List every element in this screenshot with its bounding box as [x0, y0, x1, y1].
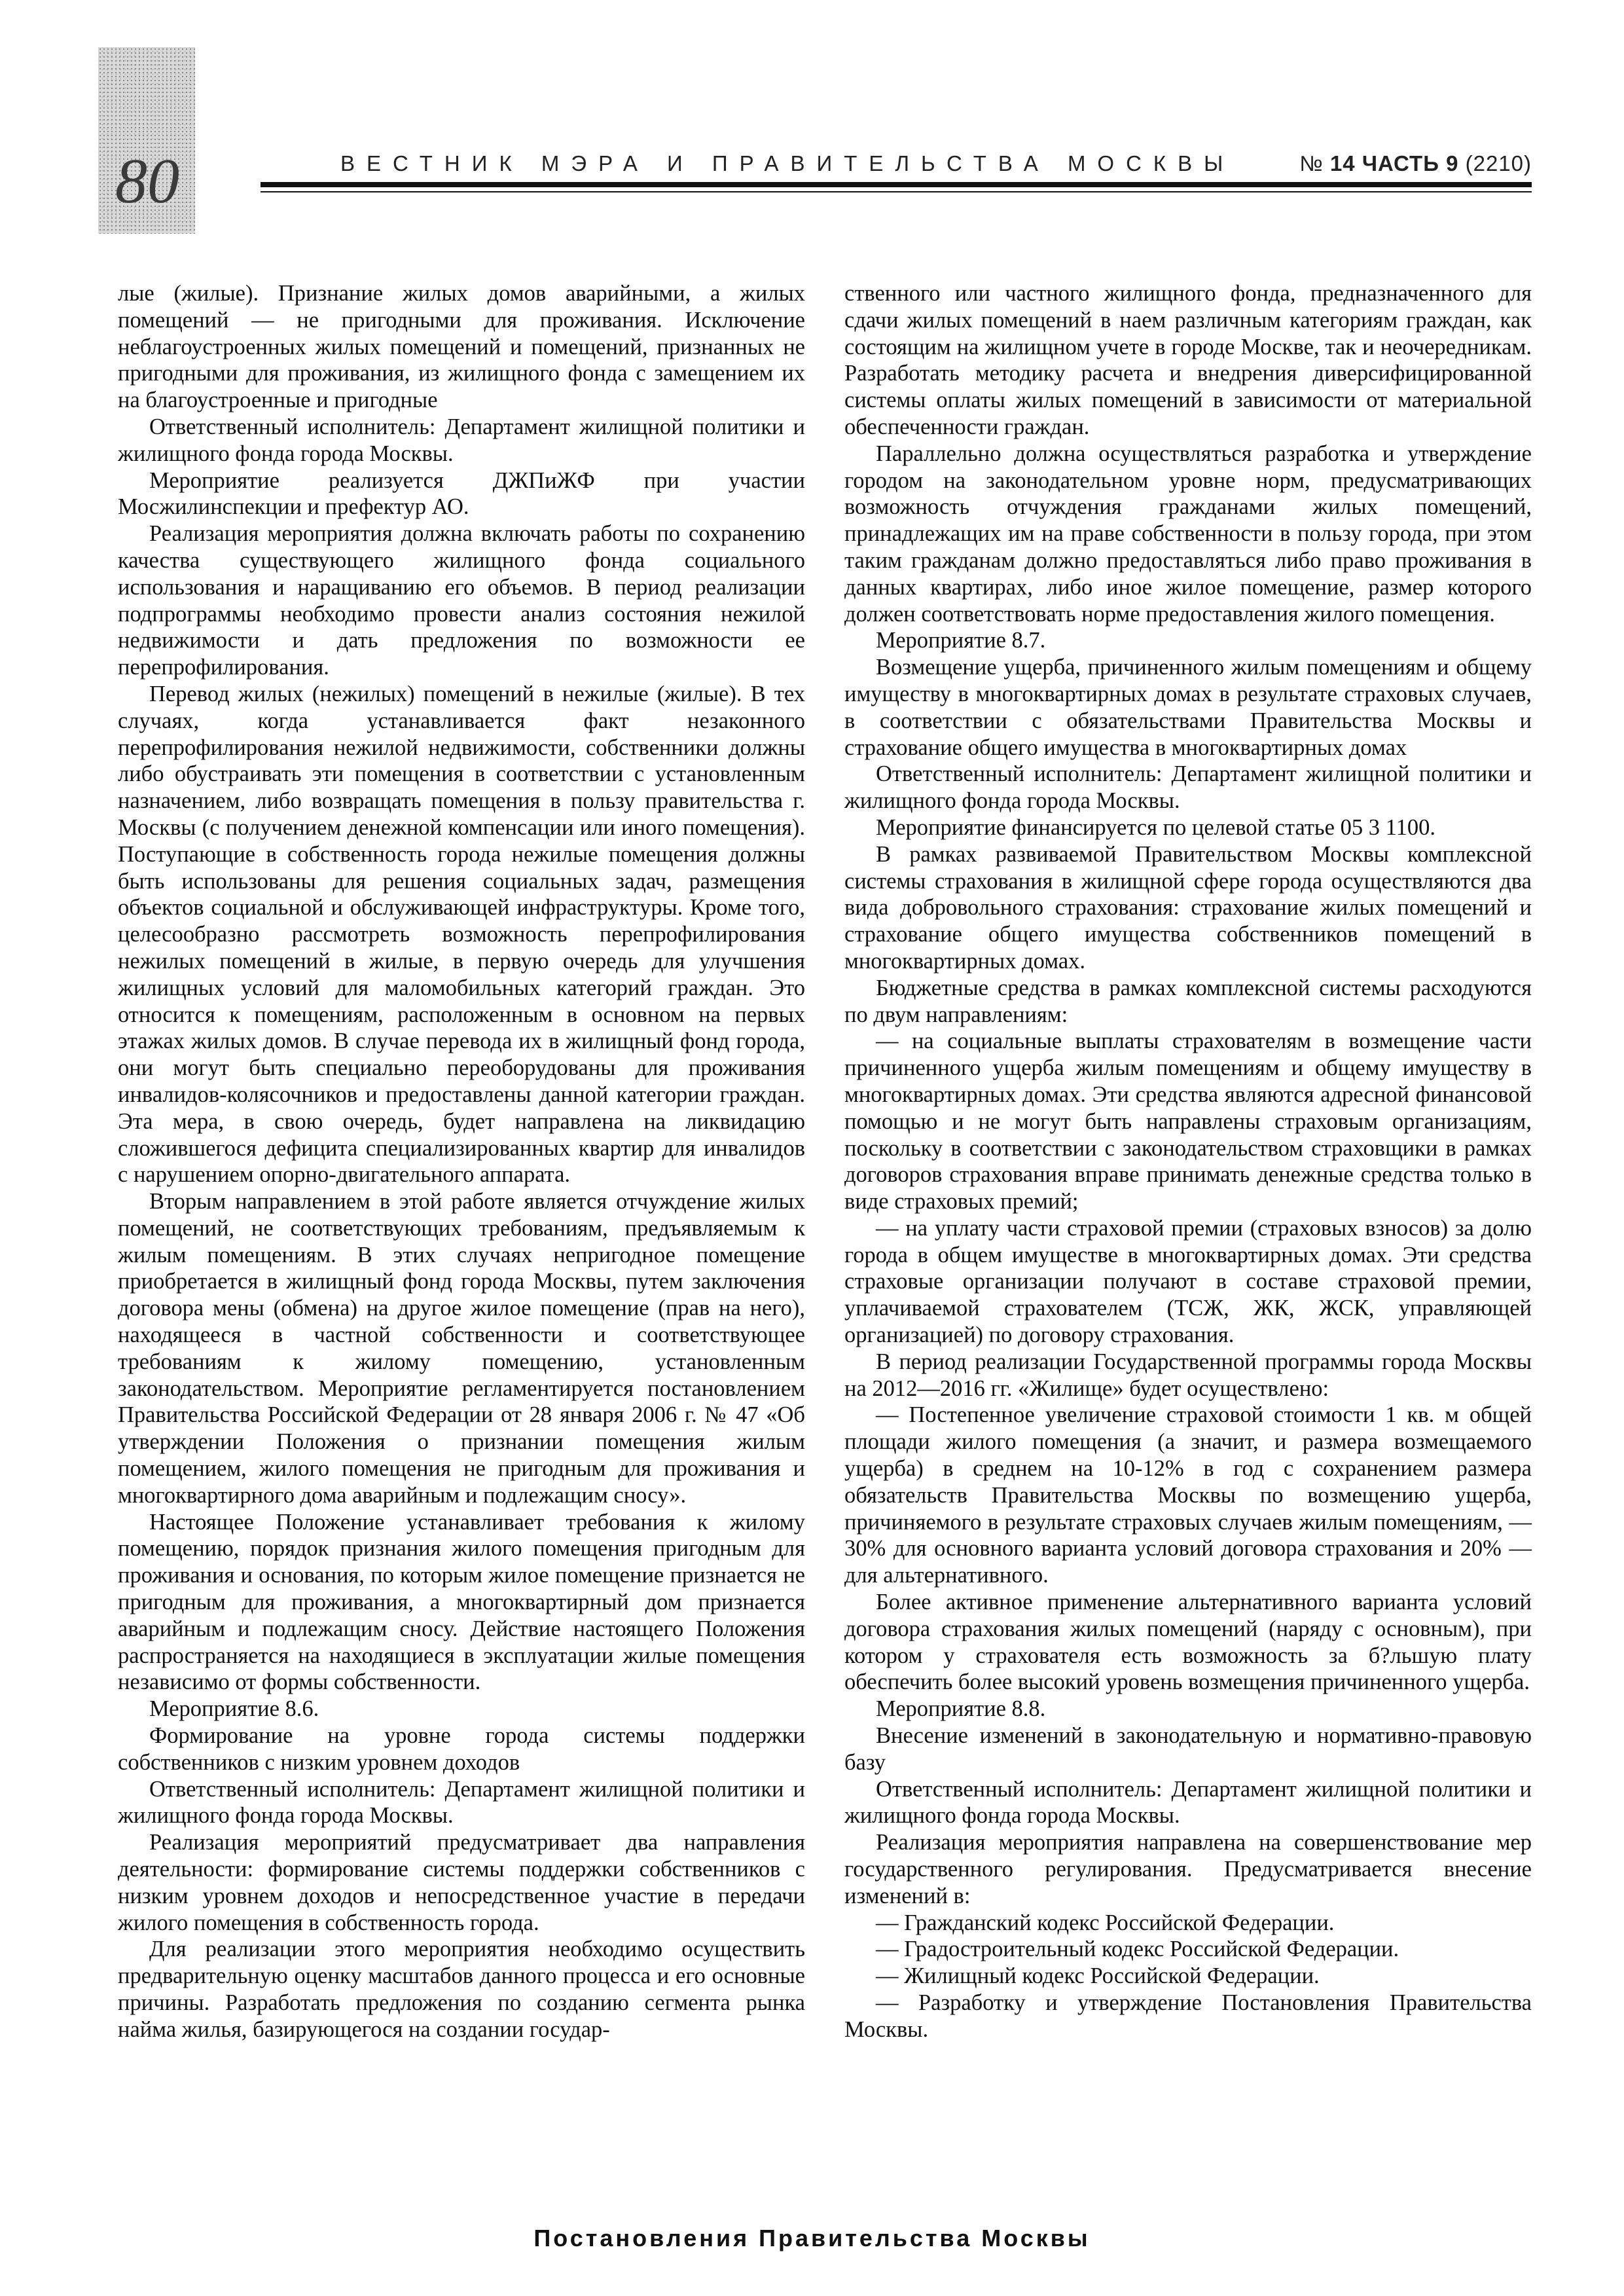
list-item: — Градостроительный кодекс Российской Федерации. — [876, 1937, 1399, 1962]
issue-total: (2210) — [1465, 151, 1532, 175]
list-item: — Гражданский кодекс Российской Федерации. — [876, 1910, 1335, 1935]
paragraph: лые (жилые). Признание жилых домов аварийными, а жилых помещений — не пригодными для проживания. Исключение неблагоустроенных жилых помещений и помещений, признанных не пригодными для проживания, из жилищного фонда с замещением их на благоустроенные и пригодные — [118, 281, 805, 413]
page-number: 80 — [115, 146, 179, 217]
paragraph: Вторым направлением в этой работе является отчуждение жилых помещений, не соответствующих требованиям, предъявляемым к жилым помещениям. В этих случаях непригодное помещение приобретается в жилищный фонд города Москвы, путем заключения договора мены (обмена) на другое жилое помещение (прав на него), находящееся в частной собственности и соответствующее требованиям к жилому помещению, установленным законодательством. Мероприятие регламентируется постановлением Правительства Российской Федерации от 28 января 2006 г. № 47 «Об утверждении Положения о признании помещения жилым помещением, жилого помещения не пригодным для проживания и многоквартирного дома аварийным и подлежащим сносу». — [118, 1189, 805, 1508]
measure-heading: Мероприятие 8.7. — [876, 628, 1046, 653]
paragraph: Реализация мероприятия направлена на совершенствование мер государственного регулирования. Предусматривается внесение изменений в: — [844, 1830, 1532, 1908]
list-item: — на социальные выплаты страхователям в возмещение части причиненного ущерба жилым помещениям и общему имуществу в многоквартирных домах. Эти средства являются адресной финансовой помощью и не могут быть направлены страховым организациям, поскольку в соответствии с законодательством страховщики в рамках договоров страхования вправе принимать денежные средства только в виде страховых премий; — [844, 1029, 1532, 1214]
paragraph: Ответственный исполнитель: Департамент жилищной политики и жилищного фонда города Москвы. — [844, 761, 1532, 814]
paragraph: В период реализации Государственной программы города Москвы на 2012—2016 гг. «Жилище» будет осуществлено: — [844, 1349, 1532, 1401]
paragraph: Ответственный исполнитель: Департамент жилищной политики и жилищного фонда города Москвы. — [118, 414, 805, 466]
paragraph: Бюджетные средства в рамках комплексной системы расходуются по двум направлениям: — [844, 975, 1532, 1027]
paragraph: Для реализации этого мероприятия необходимо осуществить предварительную оценку масштабов данного процесса и его основные причины. Разработать предложения по созданию сегмента рынка найма жилья, базирующегося на создании государ- — [118, 1937, 805, 2042]
issue-info — [1299, 145, 1532, 182]
list-item: — Постепенное увеличение страховой стоимости 1 кв. м общей площади жилого помещения (а значит, и размера возмещаемого ущерба) в среднем на 10-12% в год с сохранением размера обязательств Правительства Москвы по возмещению ущерба, причиняемого в результате страховых случаев жилым помещениям, — 30% для основного варианта условий договора страхования и 20% — для альтернативного. — [844, 1402, 1532, 1588]
issue-part: ЧАСТЬ 9 — [1362, 151, 1459, 175]
paragraph: Перевод жилых (нежилых) помещений в нежилые (жилые). В тех случаях, когда устанавливается факт незаконного перепрофилирования нежилой недвижимости, собственники должны либо обустраивать эти помещения в соответствии с установленным назначением, либо возвращать помещения в пользу правительства г. Москвы (с получением денежной компенсации или иного помещения). Поступающие в собственность города нежилые помещения должны быть использованы для решения социальных задач, размещения объектов социальной и обслуживающей инфраструктуры. Кроме того, целесообразно рассмотреть возможность перепрофилирования нежилых помещений в жилые, в первую очередь для улучшения жилищных условий для маломобильных категорий граждан. Это относится к помещениям, расположенным в основном на первых этажах жилых домов. В случае перевода их в жилищный фонд города, они могут быть специально переоборудованы для проживания инвалидов-колясочников и предоставлены данной категории граждан. Эта мера, в свою очередь, будет направлена на ликвидацию сложившегося дефицита специализированных квартир для инвалидов с нарушением опорно-двигательного аппарата. — [118, 681, 805, 1188]
list-item: — на уплату части страховой премии (страховых взносов) за долю города в общем имуществе в многоквартирных домах. Эти средства страховые организации получают в составе страховой премии, уплачиваемой страхователем (ТСЖ, ЖК, ЖСК, управляющей организацией) по договору страхования. — [844, 1215, 1532, 1348]
paragraph: Мероприятие реализуется ДЖПиЖФ при участии Мосжилинспекции и префектур АО. — [118, 467, 805, 520]
left-column — [118, 280, 805, 2043]
paragraph: Реализация мероприятий предусматривает два направления деятельности: формирование системы поддержки собственников с низким уровнем доходов и непосредственное участие в передачи жилого помещения в собственность города. — [118, 1830, 805, 1935]
list-item: — Жилищный кодекс Российской Федерации. — [876, 1963, 1320, 1989]
header-rule-thin — [261, 191, 1532, 192]
measure-heading: Мероприятие 8.8. — [876, 1696, 1046, 1722]
measure-title: Внесение изменений в законодательную и нормативно-правовую базу — [844, 1723, 1532, 1775]
right-column — [844, 280, 1532, 2043]
running-header — [340, 145, 1532, 185]
journal-title: ВЕСТНИК МЭРА И ПРАВИТЕЛЬСТВА МОСКВЫ — [340, 151, 1235, 175]
paragraph: Ответственный исполнитель: Департамент жилищной политики и жилищного фонда города Москвы. — [844, 1776, 1532, 1829]
issue-number: 14 — [1329, 151, 1356, 175]
paragraph: Реализация мероприятия должна включать работы по сохранению качества существующего жилищного фонда социального использования и наращиванию его объемов. В период реализации подпрограммы необходимо провести анализ состояния нежилой недвижимости и дать предложения по возможности ее перепрофилирования. — [118, 521, 805, 680]
measure-heading: Мероприятие 8.6. — [149, 1696, 319, 1722]
paragraph: Ответственный исполнитель: Департамент жилищной политики и жилищного фонда города Москвы. — [118, 1776, 805, 1829]
paragraph: В рамках развиваемой Правительством Москвы комплексной системы страхования в жилищной сфере города осуществляются два вида добровольного страхования: страхование жилых помещений и страхование общего имущества собственников помещений в многоквартирных домах. — [844, 841, 1532, 974]
paragraph: Параллельно должна осуществляться разработка и утверждение городом на законодательном уровне норм, предусматривающих возможность отчуждения гражданами жилых помещений, принадлежащих им на праве собственности в пользу города, при этом таким гражданам должно предоставляться либо право проживания в данных квартирах, либо иное жилое помещение, размер которого должен соответствовать норме предоставления жилого помещения. — [844, 441, 1532, 627]
running-footer: Постановления Правительства Москвы — [533, 2225, 1091, 2251]
paragraph: Более активное применение альтернативного варианта условий договора страхования жилых помещений (наряду с основным), при котором у страхователя есть возможность за б?льшую плату обеспечить более высокий уровень возмещения причиненного ущерба. — [844, 1590, 1532, 1695]
paragraph: Настоящее Положение устанавливает требования к жилому помещению, порядок признания жилого помещения пригодным для проживания и основания, по которым жилое помещение признается не пригодным для проживания, а многоквартирный дом признается аварийным и подлежащим сносу. Действие настоящего Положения распространяется на находящиеся в эксплуатации жилые помещения независимо от формы собственности. — [118, 1509, 805, 1695]
measure-title: Формирование на уровне города системы поддержки собственников с низким уровнем доходов — [118, 1723, 805, 1775]
measure-title: Возмещение ущерба, причиненного жилым помещениям и общему имуществу в многоквартирных домах в результате страховых случаев, в соответствии с обязательствами Правительства Москвы и страхование общего имущества в многоквартирных домах — [844, 655, 1532, 760]
paragraph: ственного или частного жилищного фонда, предназначенного для сдачи жилых помещений в наем различным категориям граждан, как состоящим на жилищном учете в городе Москве, так и неочередникам. Разработать методику расчета и внедрения диверсифицированной системы оплаты жилых помещений в зависимости от материальной обеспеченности граждан. — [844, 281, 1532, 439]
paragraph: Мероприятие финансируется по целевой статье 05 3 1100. — [876, 814, 1435, 840]
header-rule-thick — [261, 182, 1532, 187]
issue-prefix: № — [1299, 151, 1324, 175]
list-item: — Разработку и утверждение Постановления Правительства Москвы. — [844, 1990, 1532, 2042]
